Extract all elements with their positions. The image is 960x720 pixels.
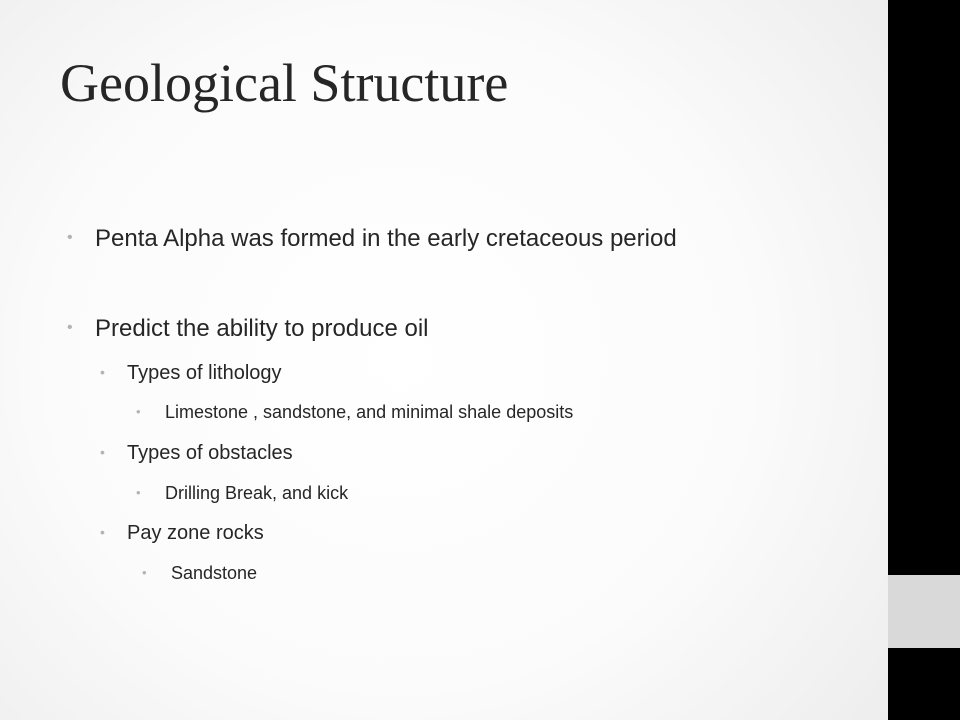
sidebar-block-dark-bottom: [888, 648, 960, 720]
slide-title: Geological Structure: [60, 53, 509, 113]
sub-bullet-item: [100, 522, 264, 544]
bullet-dot-icon: •: [136, 485, 141, 500]
bullet-dot-icon: •: [142, 565, 147, 580]
bullet-text: Limestone , sandstone, and minimal shale deposits: [165, 402, 574, 422]
bullet-text: Predict the ability to produce oil: [95, 315, 429, 342]
bullet-dot-icon: •: [100, 364, 105, 380]
sidebar-block-dark-top: [888, 0, 960, 575]
bullet-text: Sandstone: [171, 563, 258, 583]
bullet-dot-icon: •: [100, 444, 105, 460]
sub-sub-bullet-item: [142, 563, 258, 583]
bullet-item: [67, 225, 677, 252]
sub-sub-bullet-item: [136, 483, 349, 503]
bullet-dot-icon: •: [136, 404, 141, 419]
sidebar-block-light: [888, 575, 960, 648]
bullet-dot-icon: •: [67, 229, 73, 246]
sub-bullet-item: [100, 442, 293, 464]
bullet-text: Types of obstacles: [127, 442, 293, 464]
bullet-dot-icon: •: [67, 319, 73, 336]
bullet-text: Pay zone rocks: [127, 522, 264, 544]
bullet-text: Penta Alpha was formed in the early cretaceous period: [95, 225, 677, 252]
bullet-text: Types of lithology: [127, 362, 282, 384]
bullet-text: Drilling Break, and kick: [165, 483, 349, 503]
bullet-item: [67, 315, 429, 342]
sub-sub-bullet-item: [136, 402, 574, 422]
sub-bullet-item: [100, 362, 282, 384]
bullet-dot-icon: •: [100, 524, 105, 540]
